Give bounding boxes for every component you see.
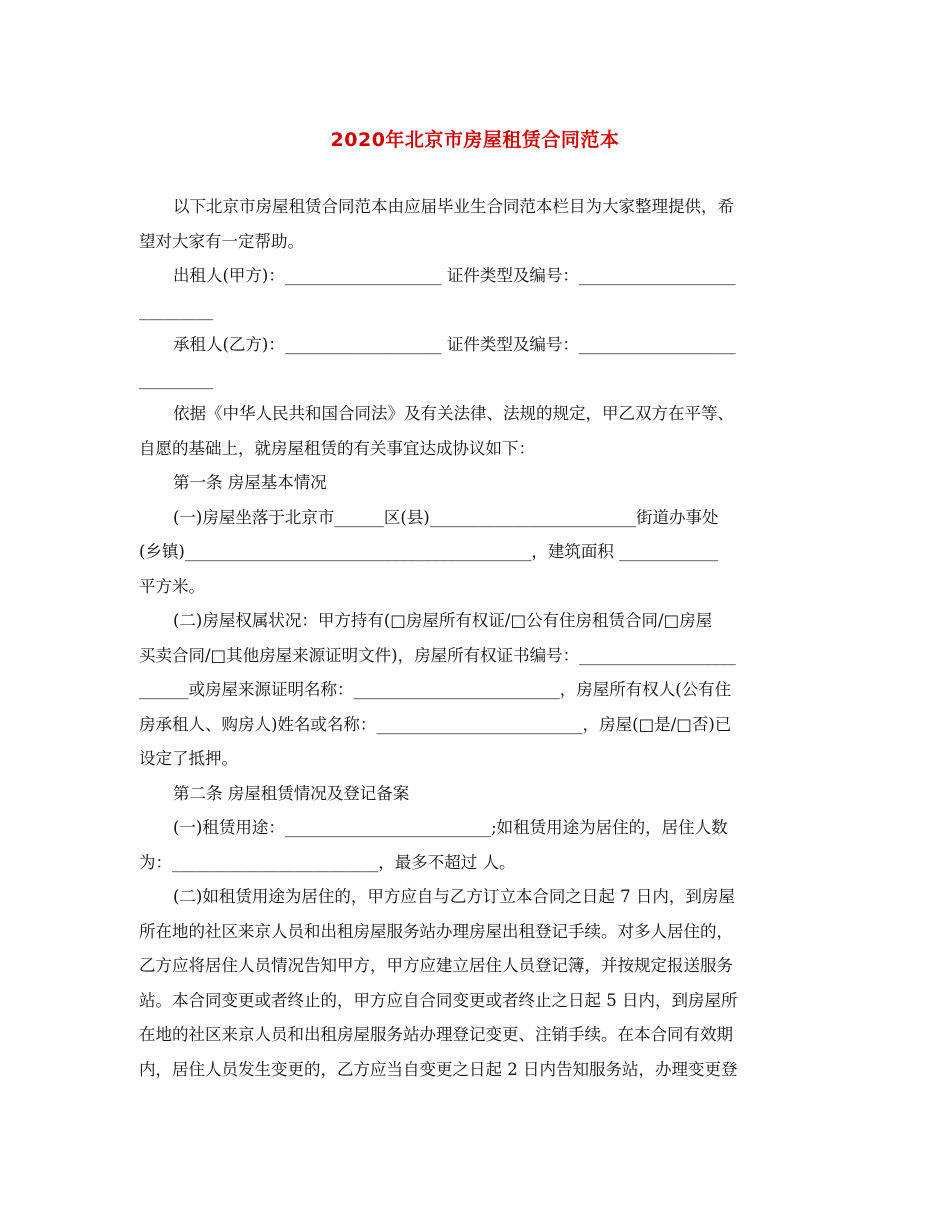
article-2-item-2-line-5: 在地的社区来京人员和出租房屋服务站办理登记变更、注销手续。在本合同有效期 — [139, 1025, 733, 1044]
article-1-item-1-line-1: (一)房屋坐落于北京市______区(县)_________________________街道办事处 — [173, 507, 719, 527]
article-1-item-1-line-3: 平方米。 — [139, 576, 205, 596]
article-1-item-1-line-2: (乡镇)__________________________________________，建筑面积 ____________ — [139, 542, 719, 561]
article-1-item-2-line-2: 买卖合同/□其他房屋来源证明文件)，房屋所有权证书编号：___________________ — [139, 645, 736, 665]
basis-line-2: 自愿的基础上，就房屋租赁的有关事宜达成协议如下： — [139, 438, 535, 458]
document-body — [139, 190, 814, 1087]
article-1-item-2-line-4: 房承租人、购房人)姓名或名称：_________________________，房屋(□是/□否)已 — [139, 714, 732, 734]
article-2-item-1-line-2: 为：_________________________，最多不超过 人。 — [139, 852, 516, 872]
basis-line-1: 依据《中华人民共和国合同法》及有关法律、法规的规定，甲乙双方在平等、 — [173, 404, 734, 423]
lessee-line-cont: _________ — [139, 369, 214, 389]
article-1-heading: 第一条 房屋基本情况 — [173, 473, 327, 492]
article-2-item-2-line-6: 内，居住人员发生变更的，乙方应当自变更之日起 2 日内告知服务站，办理变更登 — [139, 1059, 738, 1079]
lessee-line: 承租人(乙方)：___________________ 证件类型及编号：___________________ — [173, 335, 736, 354]
article-2-item-2-line-1: (二)如租赁用途为居住的，甲方应自与乙方订立本合同之日起 7 日内，到房屋 — [173, 887, 735, 906]
article-2-heading: 第二条 房屋租赁情况及登记备案 — [173, 783, 410, 803]
article-2-item-1-line-1: (一)租赁用途：_________________________;如租赁用途为居住的，居住人数 — [173, 818, 728, 837]
article-1-item-2-line-5: 设定了抵押。 — [139, 749, 238, 768]
article-2-item-2-line-4: 站。本合同变更或者终止的，甲方应自合同变更或者终止之日起 5 日内，到房屋所 — [139, 990, 738, 1010]
intro-line-2: 望对大家有一定帮助。 — [139, 231, 304, 251]
document-title: 2020年北京市房屋租赁合同范本 — [330, 129, 620, 151]
article-1-item-2-line-3: ______或房屋来源证明名称：_________________________，房屋所有权人(公有住 — [139, 680, 732, 699]
lessor-line: 出租人(甲方)：___________________ 证件类型及编号：___________________ — [173, 266, 736, 285]
article-2-item-2-line-3: 乙方应将居住人员情况告知甲方，甲方应建立居住人员登记簿，并按规定报送服务 — [139, 956, 733, 975]
article-1-item-2-line-1: (二)房屋权属状况：甲方持有(□房屋所有权证/□公有住房租赁合同/□房屋 — [173, 611, 713, 630]
article-2-item-2-line-2: 所在地的社区来京人员和出租房屋服务站办理房屋出租登记手续。对多人居住的， — [139, 921, 733, 941]
intro-line-1: 以下北京市房屋租赁合同范本由应届毕业生合同范本栏目为大家整理提供，希 — [173, 197, 734, 216]
lessor-line-cont: _________ — [139, 300, 214, 320]
